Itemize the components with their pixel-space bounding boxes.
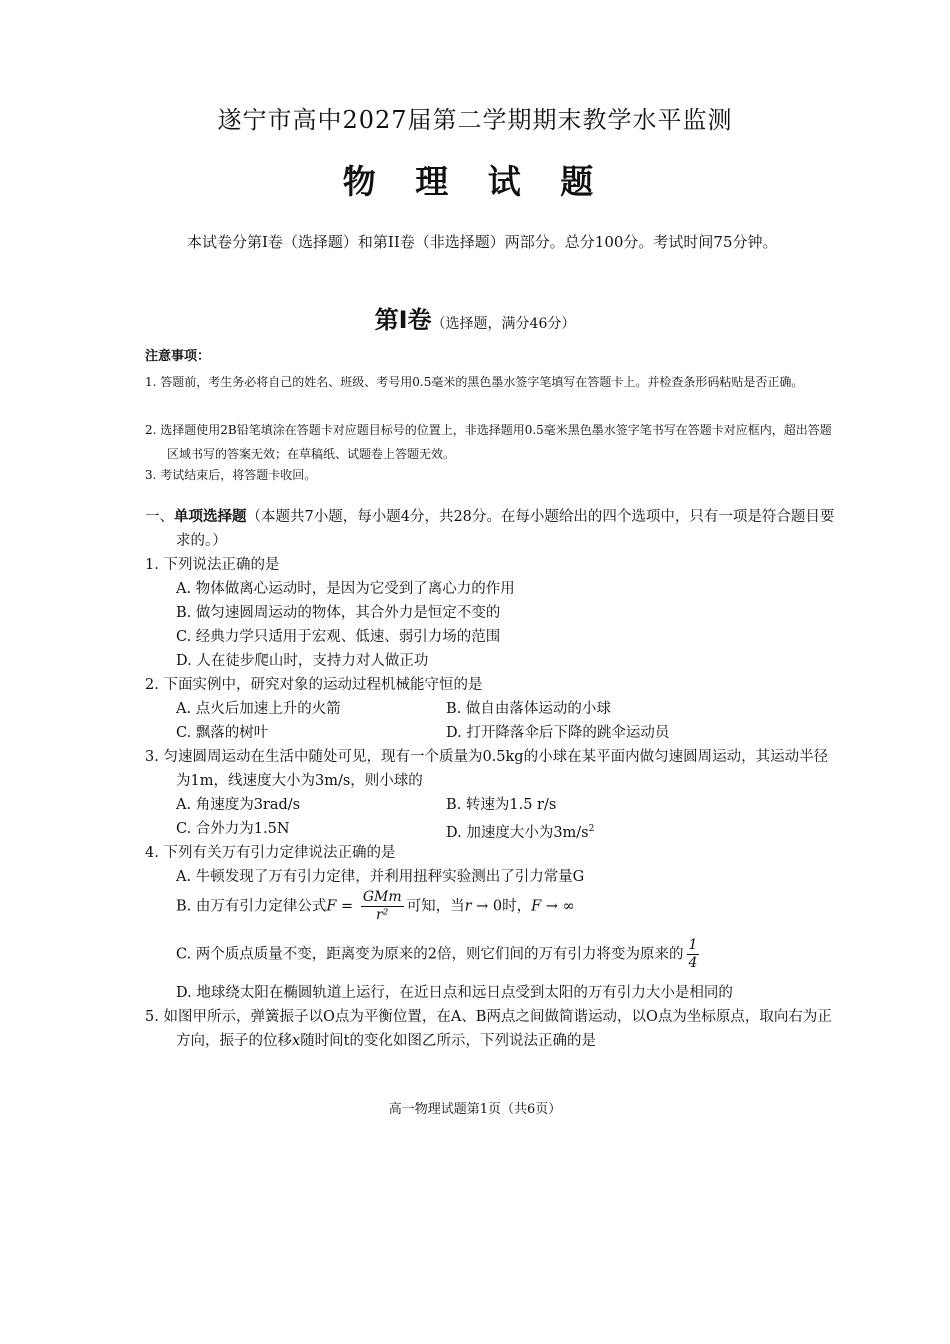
note-item-1: 1. 答题前，考生务必将自己的姓名、班级、考号用0.5毫米的黑色墨水签字笔填写在答题卡上。并检查条形码粘贴是否正确。: [145, 375, 804, 389]
exam-title: 遂宁市高中2027届第二学期期末教学水平监测: [217, 106, 733, 134]
q4-b-eq: =: [336, 898, 358, 915]
gravity-formula-fraction: [361, 889, 404, 924]
q5-stem-pre: 5. 如图甲所示，弹簧振子以O点为平衡位置，在A、B两点之间做简谐运动，以O点为坐标原点，取向右为正方向，振子的位移: [145, 1009, 832, 1049]
q1-option-b: B. 做匀速圆周运动的物体，其合外力是恒定不变的: [176, 605, 501, 621]
q4-b-f2: F: [531, 898, 542, 915]
subject-title: 物 理 试 题: [342, 162, 608, 201]
section-subtitle: （选择题，满分46分）: [431, 316, 576, 332]
q4-stem: 4. 下列有关万有引力定律说法正确的是: [145, 845, 396, 861]
q4-b-arrow: → 0时，: [471, 898, 532, 915]
q2-stem: 2. 下面实例中，研究对象的运动过程机械能守恒的是: [145, 677, 483, 693]
q1-option-a: A. 物体做离心运动时，是因为它受到了离心力的作用: [176, 581, 515, 597]
q1-option-d: D. 人在徒步爬山时，支持力对人做正功: [176, 653, 429, 669]
fraction-denominator: 4: [688, 955, 698, 971]
q4-b-inf: → ∞: [541, 898, 575, 915]
q1-stem: 1. 下列说法正确的是: [145, 557, 280, 573]
q3-option-a: A. 角速度为3rad/s: [176, 797, 301, 813]
part-one-name: 单项选择题: [174, 509, 247, 525]
q5-stem-post: 随时间t的变化如图乙所示，下列说法正确的是: [300, 1033, 597, 1049]
q3-option-d-sup: 2: [588, 824, 595, 834]
q3-option-b: B. 转速为1.5 r/s: [446, 797, 557, 813]
q4-b-mid: 可知，当: [406, 898, 465, 915]
section-title: 第Ⅰ卷: [374, 306, 432, 334]
q4-option-b: [176, 889, 575, 924]
q3-stem: 3. 匀速圆周运动在生活中随处可见，现有一个质量为0.5kg的小球在某平面内做匀速圆周运动，其运动半径为1m，线速度大小为3m/s，则小球的: [145, 749, 829, 789]
fraction-numerator: 1: [688, 937, 698, 953]
part-one-heading: [145, 505, 841, 553]
page-footer: 高一物理试题第1页（共6页）: [388, 1102, 562, 1117]
q4-c-prefix: C. 两个质点质量不变，距离变为原来的2倍，则它们间的万有引力将变为原来的: [176, 946, 684, 963]
q2-option-a: A. 点火后加速上升的火箭: [176, 701, 341, 717]
q4-option-c: [176, 937, 702, 972]
notes-heading: 注意事项：: [145, 349, 211, 364]
q3-option-c: C. 合外力为1.5N: [176, 821, 290, 837]
exam-intro: 本试卷分第Ⅰ卷（选择题）和第II卷（非选择题）两部分。总分100分。考试时间75分钟。: [187, 233, 778, 251]
q5-stem-x: x: [292, 1033, 301, 1049]
q4-option-d: D. 地球绕太阳在椭圆轨道上运行，在近日点和远日点受到太阳的万有引力大小是相同的: [176, 985, 733, 1001]
quarter-fraction: [687, 937, 700, 972]
note-item-3: 3. 考试结束后，将答题卡收回。: [145, 468, 317, 482]
q2-option-d: D. 打开降落伞后下降的跳伞运动员: [446, 725, 670, 741]
q4-b-r: r: [464, 898, 472, 915]
q4-b-prefix: B. 由万有引力定律公式: [176, 898, 327, 915]
q4-option-a: A. 牛顿发现了万有引力定律，并利用扭秤实验测出了引力常量G: [176, 869, 585, 885]
section-heading: [0, 300, 950, 335]
q2-option-b: B. 做自由落体运动的小球: [446, 701, 611, 717]
formula-denominator: r²: [376, 907, 389, 923]
q2-option-c: C. 飘落的树叶: [176, 725, 269, 741]
q3-option-d-text: D. 加速度大小为3m/s: [446, 824, 589, 841]
part-one-desc: （本题共7小题，每小题4分，共28分。在每小题给出的四个选项中，只有一项是符合题目要求的。）: [176, 509, 835, 549]
note-item-2: 2. 选择题使用2B铅笔填涂在答题卡对应题目标号的位置上，非选择题用0.5毫米黑色墨水签字笔书写在答题卡对应框内，超出答题区域书写的答案无效；在草稿纸、试题卷上答题无效。: [145, 423, 832, 461]
q5-stem: [145, 1005, 841, 1053]
q3-option-d: [446, 817, 594, 845]
formula-numerator: GMm: [362, 889, 402, 905]
q1-option-c: C. 经典力学只适用于宏观、低速、弱引力场的范围: [176, 629, 501, 645]
q4-b-f: F: [326, 898, 337, 915]
part-one-label: 一、: [145, 509, 174, 525]
